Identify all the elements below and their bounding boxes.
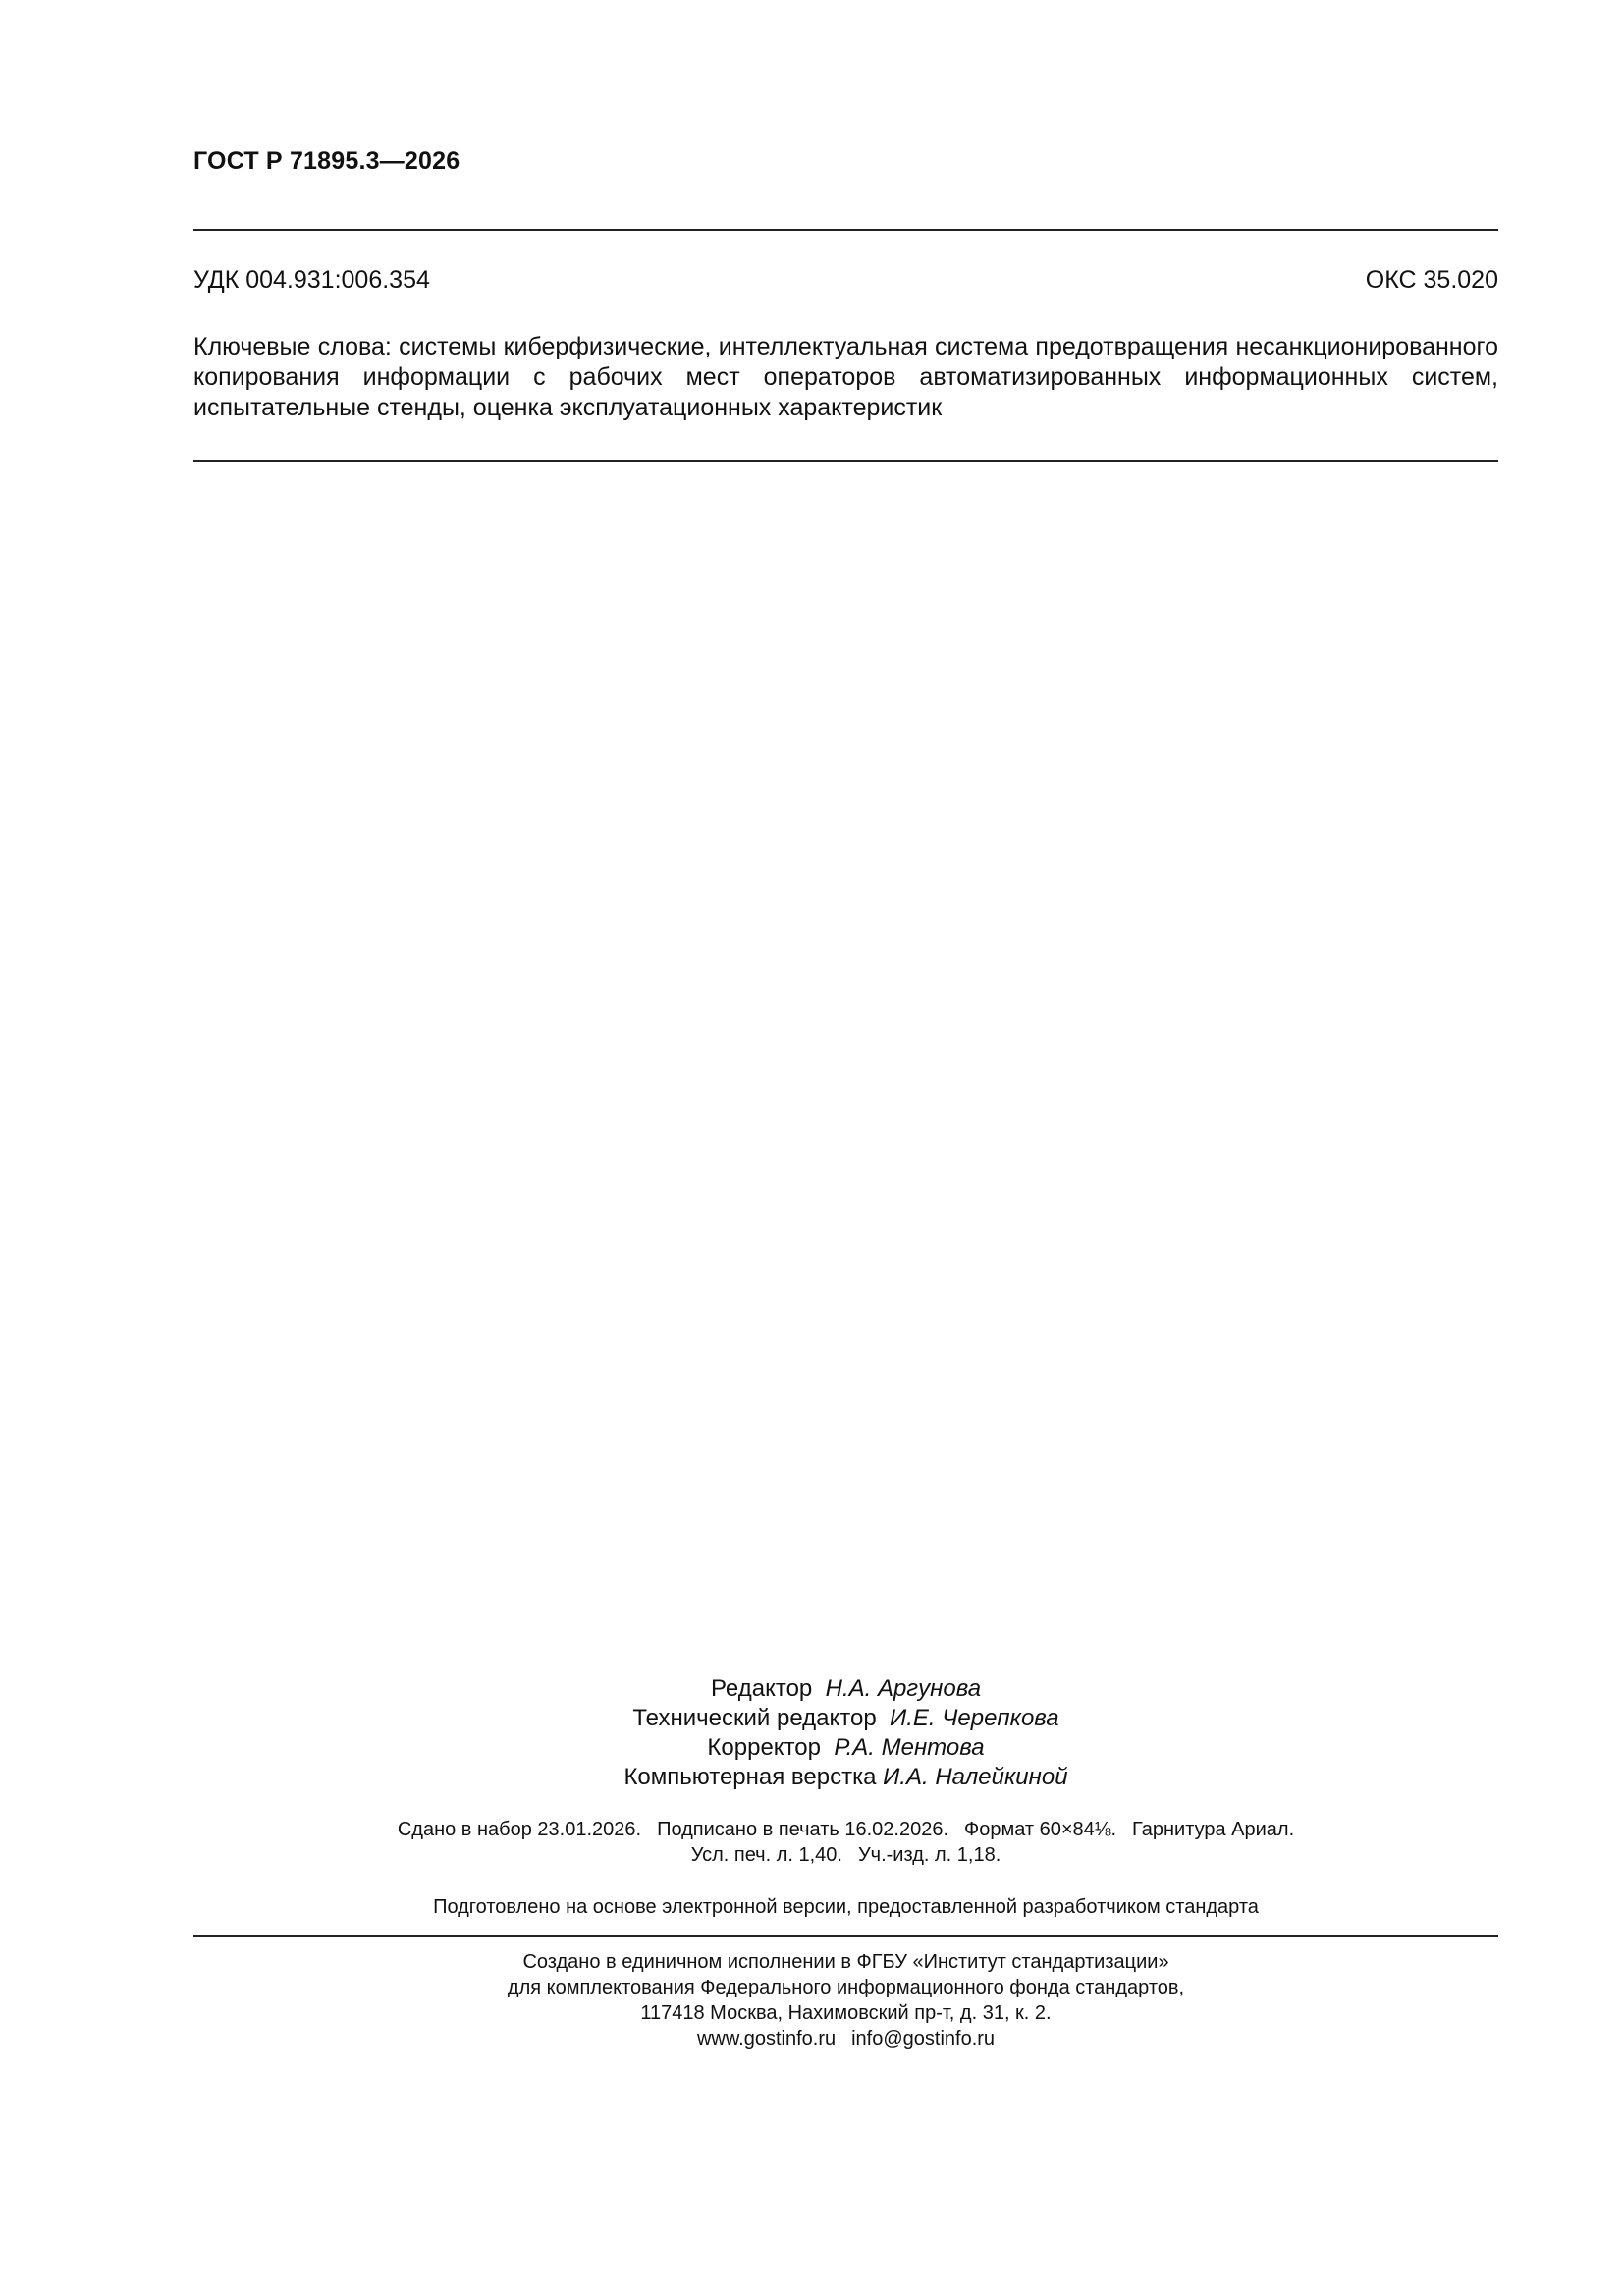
publisher-line-1: Создано в единичном исполнении в ФГБУ «Институт стандартизации» — [522, 1951, 1169, 1973]
credit-tech-editor — [193, 1704, 1498, 1733]
imprint-line-2 — [193, 1842, 1498, 1868]
udk-code: УДК 004.931:006.354 — [193, 266, 430, 294]
publisher-line-2: для комплектования Федерального информационного фонда стандартов, — [507, 1977, 1185, 1998]
credit-layout — [193, 1763, 1498, 1792]
credit-proofreader — [193, 1733, 1498, 1763]
credit-layout-name: И.А. Налейкиной — [883, 1764, 1068, 1790]
imprint-pub-sheets: Уч.-изд. л. 1,18. — [857, 1844, 1001, 1866]
imprint-typeface: Гарнитура Ариал. — [1132, 1819, 1295, 1840]
divider-bottom — [193, 1935, 1498, 1937]
imprint-signed: Подписано в печать 16.02.2026. — [657, 1819, 949, 1840]
publisher-block — [193, 1949, 1498, 2051]
credit-editor — [193, 1674, 1498, 1704]
keywords-text: Ключевые слова: системы киберфизические, интеллектуальная система предотвращения несанкционированного копирования информации с рабочих мест операторов автоматизированных информационных систем, испытательные стенды, оценка эксплуатационных характеристик — [193, 333, 1498, 421]
prepared-note: Подготовлено на основе электронной версии, предоставленной разработчиком стандарта — [433, 1896, 1259, 1918]
credit-proofreader-label: Корректор — [707, 1734, 821, 1761]
divider-middle — [193, 460, 1498, 462]
credit-tech-editor-name: И.Е. Черепкова — [890, 1705, 1059, 1731]
imprint-print-sheets: Усл. печ. л. 1,40. — [690, 1844, 842, 1866]
imprint-typeset: Сдано в набор 23.01.2026. — [397, 1819, 642, 1840]
publisher-contacts — [193, 2026, 1498, 2051]
credit-layout-label: Компьютерная верстка — [623, 1764, 877, 1790]
imprint-block — [193, 1817, 1498, 1868]
divider-top — [193, 229, 1498, 231]
publisher-website-link[interactable]: www.gostinfo.ru — [696, 2028, 837, 2050]
credit-editor-name: Н.А. Аргунова — [825, 1675, 982, 1702]
oks-code: ОКС 35.020 — [1365, 266, 1498, 294]
publisher-email-link[interactable]: info@gostinfo.ru — [851, 2028, 996, 2050]
credit-proofreader-name: Р.А. Ментова — [834, 1734, 985, 1761]
document-code: ГОСТ Р 71895.3—2026 — [193, 147, 460, 175]
imprint-line-1 — [193, 1817, 1498, 1842]
keywords-paragraph — [193, 332, 1498, 423]
publisher-line-3: 117418 Москва, Нахимовский пр-т, д. 31, к. 2. — [640, 2002, 1052, 2024]
credit-tech-editor-label: Технический редактор — [632, 1705, 877, 1731]
credit-editor-label: Редактор — [710, 1675, 813, 1702]
imprint-format: Формат 60×84⅛. — [964, 1819, 1117, 1840]
credits-block — [193, 1674, 1498, 1792]
